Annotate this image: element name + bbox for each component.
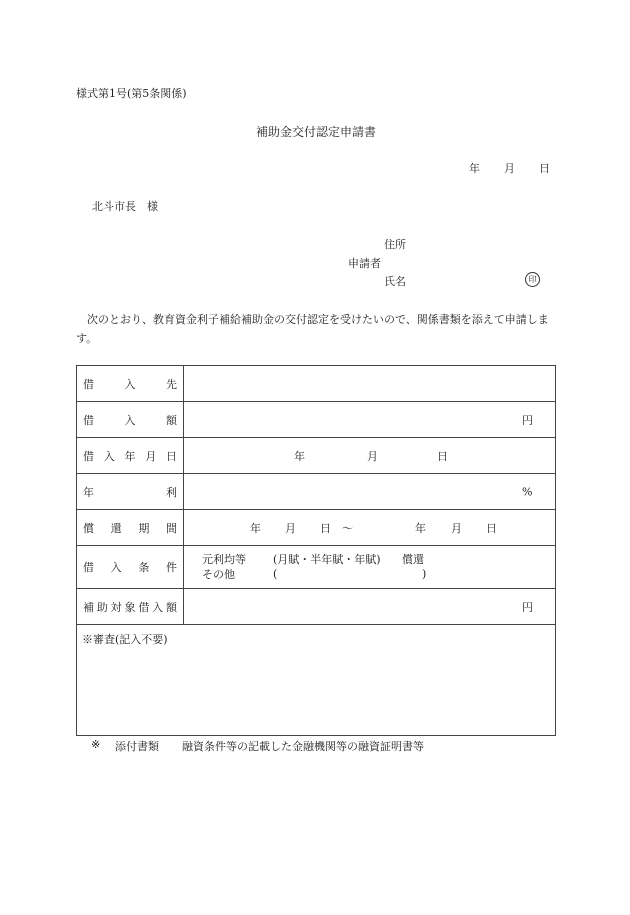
- label-loan-amount: 借 入 額: [77, 402, 184, 438]
- condition-other-close: ): [422, 567, 427, 581]
- form-number: 様式第1号(第5条関係): [76, 87, 187, 100]
- label-subsidy-amount: 補 助 対 象 借 入 額: [77, 589, 184, 625]
- date-month: 月: [504, 162, 515, 175]
- attachment-label: 添付書類: [115, 740, 159, 753]
- document-title: 補助金交付認定申請書: [256, 125, 377, 139]
- address-label: 住所: [384, 238, 406, 251]
- yen-unit: 円: [522, 600, 533, 614]
- request-statement: 次のとおり、教育資金利子補給補助金の交付認定を受けたいので、関係書類を添えて申請します。: [76, 313, 549, 345]
- label-repayment-period: 償 還 期 間: [77, 510, 184, 546]
- lender-field[interactable]: [184, 366, 556, 402]
- interest-rate-field[interactable]: [184, 474, 556, 510]
- attachment-text: 融資条件等の記載した金融機関等の融資証明書等: [182, 740, 424, 753]
- condition-payment-frequency: (月賦・半年賦・年賦): [273, 553, 381, 566]
- period-to-year: 年: [415, 521, 426, 535]
- loan-date-day: 日: [437, 449, 448, 463]
- table-row-subsidy-amount: [77, 589, 556, 625]
- period-from-year: 年: [250, 521, 261, 535]
- table-row-loan-amount: [77, 402, 556, 438]
- loan-date-year: 年: [294, 449, 305, 463]
- period-tilde: 〜: [342, 521, 353, 535]
- period-from-day: 日: [320, 521, 331, 535]
- review-label: ※審査(記入不要): [82, 633, 168, 646]
- loan-conditions-field[interactable]: [184, 546, 556, 589]
- period-from-month: 月: [285, 521, 296, 535]
- table-row-lender: [77, 366, 556, 402]
- addressee: 北斗市長 様: [92, 200, 158, 213]
- condition-other: その他: [202, 568, 235, 581]
- period-to-day: 日: [486, 521, 497, 535]
- review-box: [77, 625, 556, 736]
- note-mark: ※: [91, 738, 101, 751]
- loan-date-field[interactable]: [184, 438, 556, 474]
- date-year: 年: [469, 162, 480, 175]
- table-row-review: [77, 625, 556, 736]
- loan-date-month: 月: [367, 449, 378, 463]
- subsidy-amount-field[interactable]: [184, 589, 556, 625]
- applicant-label: 申請者: [348, 257, 381, 270]
- table-row-loan-date: [77, 438, 556, 474]
- condition-other-open: (: [273, 567, 278, 581]
- date-day: 日: [539, 162, 550, 175]
- label-loan-date: 借 入 年 月 日: [77, 438, 184, 474]
- label-interest-rate: 年 利: [77, 474, 184, 510]
- application-table: [76, 365, 556, 736]
- period-to-month: 月: [451, 521, 462, 535]
- loan-amount-field[interactable]: [184, 402, 556, 438]
- seal-icon: 印: [525, 272, 540, 287]
- condition-repayment: 償還: [402, 553, 424, 566]
- table-row-loan-conditions: [77, 546, 556, 589]
- label-loan-conditions: 借 入 条 件: [77, 546, 184, 589]
- table-row-interest-rate: [77, 474, 556, 510]
- yen-unit: 円: [522, 413, 533, 427]
- condition-equal-payment: 元利均等: [202, 553, 246, 566]
- table-row-repayment-period: [77, 510, 556, 546]
- percent-unit: %: [522, 485, 533, 498]
- repayment-period-field[interactable]: [184, 510, 556, 546]
- name-label: 氏名: [384, 275, 406, 288]
- label-lender: 借 入 先: [77, 366, 184, 402]
